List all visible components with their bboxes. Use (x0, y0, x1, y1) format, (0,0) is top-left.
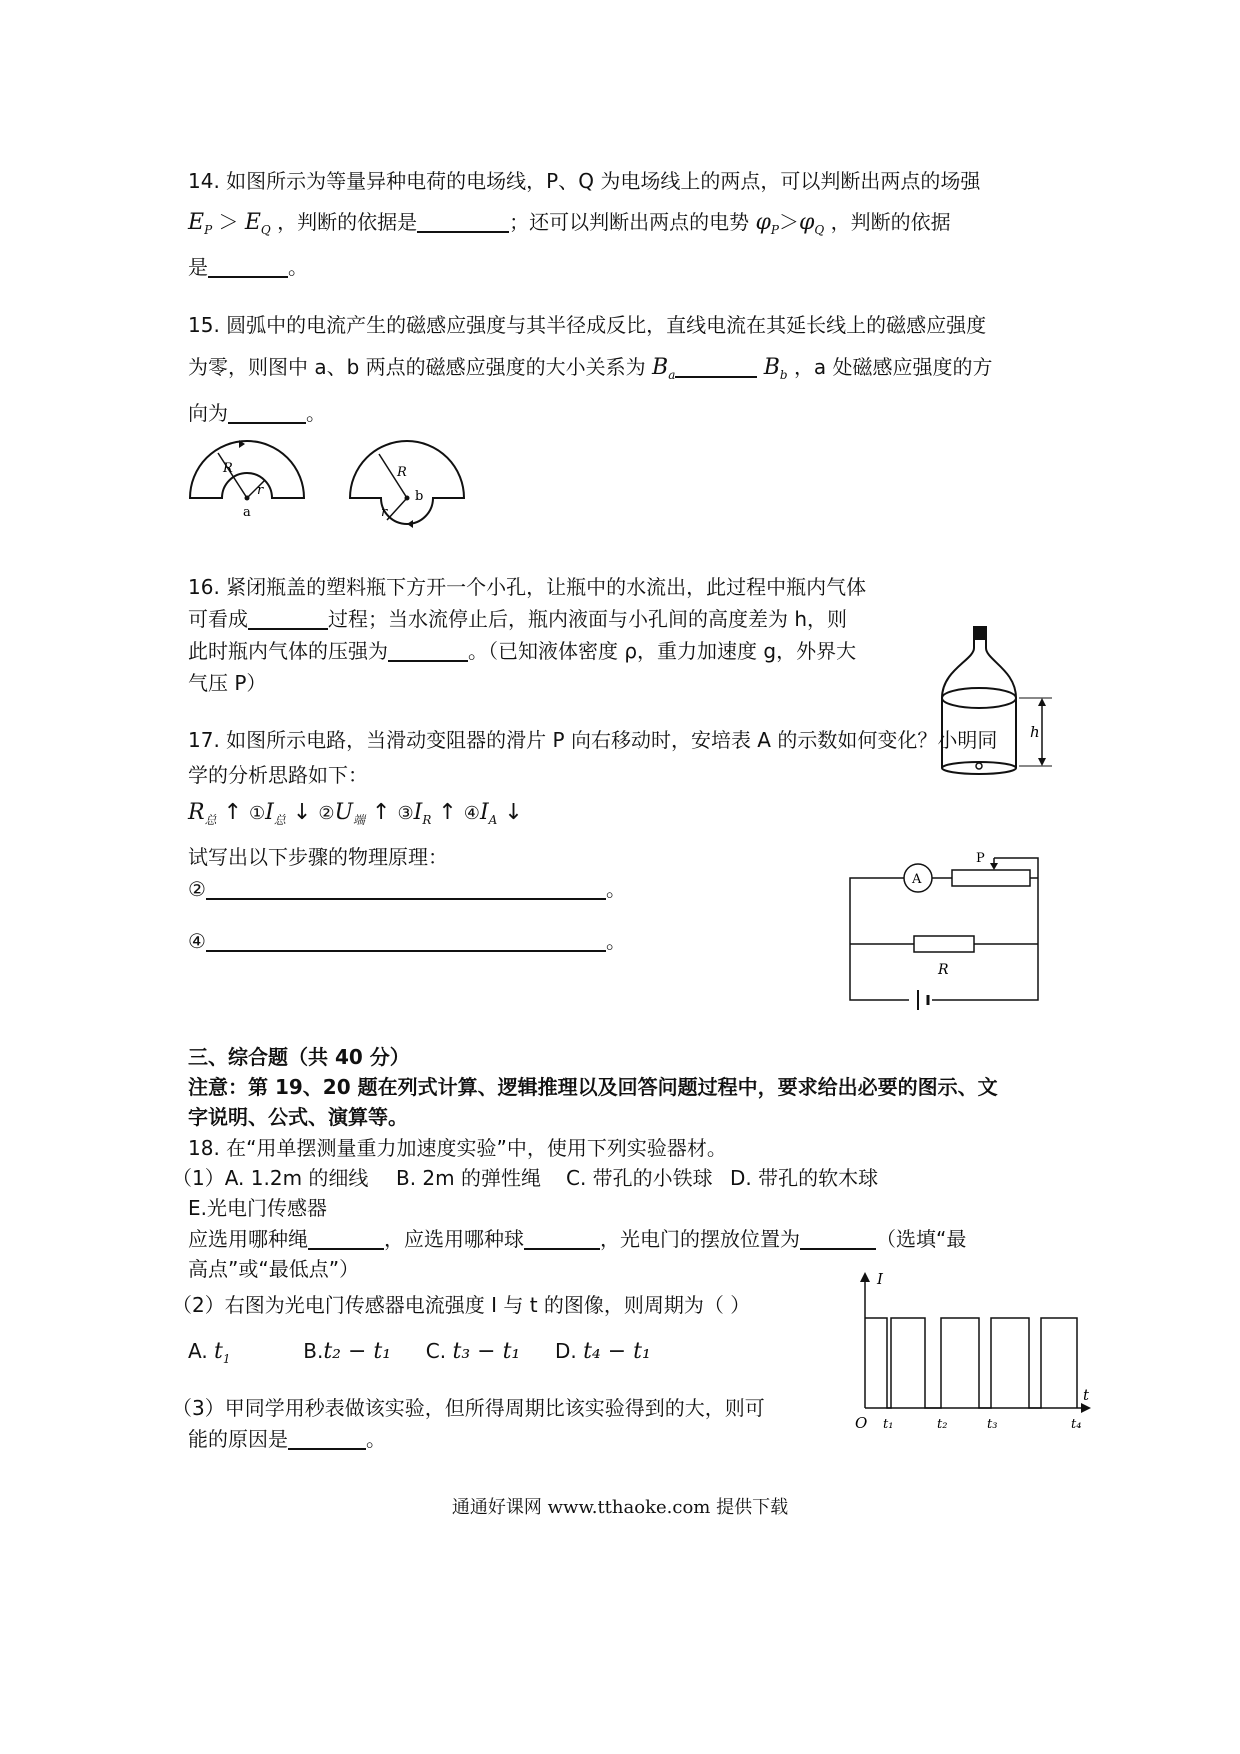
q16-line4: 气压 P） (188, 671, 267, 695)
q18-part3-line1: （3）甲同学用秒表做该实验，但所得周期比该实验得到的大，则可 (172, 1396, 765, 1420)
q18-line1: 18. 在“用单摆测量重力加速度实验”中，使用下列实验器材。 (188, 1136, 727, 1160)
fig-a-label: a (243, 505, 251, 520)
chain-step-1: ① (249, 803, 266, 824)
graph-t3: t₃ (987, 1417, 998, 1432)
half-ring-figure (185, 440, 315, 520)
phi-p-symbol: $\varphi_P$ (755, 210, 779, 237)
eq-symbol: $E_Q$ (244, 210, 271, 237)
chain-ir: $I_R$ (413, 800, 432, 827)
section3-title: 三、综合题（共 40 分） (188, 1045, 410, 1069)
choice-b[interactable]: B.t₂ − t₁ (303, 1339, 392, 1364)
q14-line2 (188, 207, 951, 245)
fig-b-r-small-label: r (381, 505, 388, 520)
fig-r-small-label: r (257, 483, 264, 498)
q15-blank-1[interactable] (675, 356, 757, 378)
chain-step-4: ④ (463, 803, 480, 824)
q18-part2: （2）右图为光电门传感器电流强度 I 与 t 的图像，则周期为（ ） (172, 1293, 751, 1317)
q18-line4: 高点”或“最低点”） (188, 1257, 360, 1281)
section3-note1: 注意：第 19、20 题在列式计算、逻辑推理以及回答问题过程中，要求给出必要的图示、文 (188, 1075, 998, 1099)
graph-x-label: t (1083, 1386, 1090, 1404)
chain-i: $I_总$ (265, 800, 286, 827)
fig-b-r-big-label: R (397, 465, 407, 480)
chain-down-1: ↓ (292, 800, 312, 825)
q17-line1: 17. 如图所示电路，当滑动变阻器的滑片 P 向右移动时，安培表 A 的示数如何变化？小明同 (188, 728, 998, 752)
ep-symbol: $E_P$ (188, 210, 213, 237)
graph-t1: t₁ (883, 1417, 894, 1432)
q16-line2: 可看成 过程；当水流停止后，瓶内液面与小孔间的高度差为 h，则 (188, 607, 848, 631)
q18-option-e: E.光电门传感器 (188, 1196, 327, 1220)
choice-c[interactable]: C. t₃ − t₁ (425, 1339, 521, 1364)
q18-blank-reason[interactable] (288, 1428, 366, 1450)
current-time-graph (845, 1268, 1100, 1432)
bb-symbol: $B_b$ (763, 355, 788, 382)
fig-r-big-label: R (223, 461, 233, 476)
graph-y-label: I (877, 1270, 883, 1288)
footer: 通通好课网 www.tthaoke.com 提供下载 (451, 1497, 789, 1518)
chain-up-3: ↑ (438, 800, 457, 825)
q18-line3: 应选用哪种绳 ，应选用哪种球 ，光电门的摆放位置为 （选填“最 (188, 1227, 967, 1251)
q18-option-c: C. 带孔的小铁球 (566, 1166, 713, 1190)
choice-d[interactable]: D. t₄ − t₁ (554, 1339, 651, 1364)
phi-q-symbol: $\varphi_Q$ (798, 210, 825, 237)
fig-slider-label: P (976, 851, 985, 866)
q14-blank-2[interactable] (208, 256, 288, 278)
q17-line2: 学的分析思路如下： (188, 763, 368, 787)
chain-ia: $I_A$ (479, 800, 498, 827)
circuit-figure (842, 850, 1052, 1010)
q14-text-a: ，判断的依据是 (277, 210, 418, 234)
q17-line3: 试写出以下步骤的物理原理： (188, 845, 448, 869)
q18-blank-rope[interactable] (308, 1228, 384, 1250)
q14-line3: 是 。 (188, 255, 308, 279)
q18-blank-position[interactable] (800, 1228, 876, 1250)
semicircle-figure (345, 440, 475, 535)
q16-line3: 此时瓶内气体的压强为 。（已知液体密度 ρ，重力加速度 g，外界大 (188, 639, 857, 663)
chain-r: $R_总$ (188, 800, 217, 827)
q15-line1: 15. 圆弧中的电流产生的磁感应强度与其半径成反比，直线电流在其延长线上的磁感应强度 (188, 313, 987, 337)
fig-ammeter-label: A (912, 872, 922, 887)
q17-step4: ④ 。 (188, 929, 626, 953)
chain-up-1: ↑ (223, 800, 243, 825)
graph-origin-label: O (855, 1414, 868, 1432)
q18-choices (188, 1336, 651, 1374)
q17-blank-4[interactable] (206, 930, 606, 952)
graph-t2: t₂ (937, 1417, 948, 1432)
q17-blank-2[interactable] (206, 878, 606, 900)
q14-text-b: ；还可以判断出两点的电势 (509, 210, 750, 234)
q16-blank-1[interactable] (248, 608, 328, 630)
chain-step-2: ② (318, 803, 335, 824)
choice-a[interactable]: A. $t_1$ (188, 1339, 231, 1366)
chain-down-2: ↓ (504, 800, 523, 825)
q16-blank-2[interactable] (388, 640, 468, 662)
q14-line1: 14. 如图所示为等量异种电荷的电场线，P、Q 为电场线上的两点，可以判断出两点的场强 (188, 169, 981, 193)
chain-up-2: ↑ (372, 800, 391, 825)
q18-option-d: D. 带孔的软木球 (730, 1166, 879, 1190)
graph-t4: t₄ (1071, 1417, 1082, 1432)
q14-blank-1[interactable] (417, 211, 509, 233)
q18-option-a: （1）A. 1.2m 的细线 (172, 1166, 369, 1190)
q15-blank-2[interactable] (228, 402, 306, 424)
chain-u: $U_端$ (334, 800, 366, 827)
fig-h-label: h (1030, 723, 1040, 741)
fig-resistor-label: R (938, 962, 949, 978)
q15-line3: 向为 。 (188, 401, 326, 425)
q15-line2: 为零，则图中 a、b 两点的磁感应强度的大小关系为 $B_a$ $B_b$ ，a 处磁感应强度的方 (188, 355, 993, 382)
q16-line1: 16. 紧闭瓶盖的塑料瓶下方开一个小孔，让瓶中的水流出，此过程中瓶内气体 (188, 575, 867, 599)
q17-step2: ② 。 (188, 877, 626, 901)
q17-chain (188, 798, 523, 835)
chain-step-3: ③ (397, 803, 414, 824)
fig-b-label: b (415, 489, 424, 504)
section3-note2: 字说明、公式、演算等。 (188, 1105, 408, 1129)
gt-sign-2: ＞ (778, 210, 799, 234)
ba-symbol: $B_a$ (652, 355, 676, 382)
q14-text-c: ，判断的依据 (830, 210, 951, 234)
q18-option-b: B. 2m 的弹性绳 (396, 1166, 541, 1190)
gt-sign: ＞ (218, 210, 239, 234)
q18-blank-ball[interactable] (524, 1228, 600, 1250)
q18-part3-line2: 能的原因是 。 (188, 1427, 386, 1451)
